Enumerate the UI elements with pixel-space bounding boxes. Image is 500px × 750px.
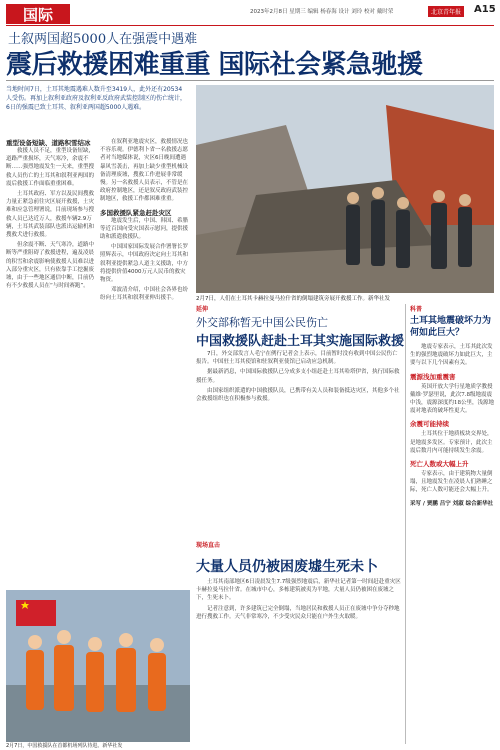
body-paragraph: 在叙利亚地震灾区，救援情况也不容乐观。伊德利卜省一名救援志愿者对当地媒体说，灾区6日晚间遭遇暴风雪袭击，再加上缺少重型机械设备清理废墟，搜救工作进展非常缓慢。另一名救援人员表示，不管是在政府控制地区，还是叙反政府武装控制地区，救援工作都困难重重。 — [100, 139, 189, 203]
body-paragraph: 土耳其南部地区6日凌晨发生7.7级强烈地震后，新华社记者第一时间赶赴重灾区卡赫拉曼马拉什省。在城市中心，多栋建筑被夷为平地，大量人员仍被困在废墟之下，生死未卜。 — [196, 579, 401, 602]
body-paragraph: 据最新消息，中国国际救援队已分成多支小组赶赴土耳其哈塔伊省，执行国际救援任务。 — [196, 369, 400, 384]
article-title: 大量人员仍被困废墟生死未卜 — [196, 559, 378, 575]
body-paragraph: 中国国家国际发展合作署署长罗照辉表示，中国政府决定向土耳其和叙利亚提供紧急人道主义援助，中方将提供价值4000万元人民币的救灾物资。 — [100, 244, 189, 284]
subhead-equipment: 重型设备短缺、道路积雪结冰 — [6, 139, 91, 147]
article-body — [196, 350, 401, 405]
sidebar-subhead: 死亡人数或大幅上升 — [410, 460, 469, 469]
date-line: 2023年2月8日 星期三 编辑 杨春海 设计 刘玲 校对 戴时荣 — [250, 9, 394, 15]
body-paragraph: 由国家组织派遣的中国救援队员，已携带有关人员和装备抵达灾区，其他多个社会救援组织也在积极参与救援。 — [196, 387, 400, 403]
article-title: 中国救援队赶赴土耳其实施国际救援 — [196, 334, 405, 349]
main-rescue-photo — [196, 85, 494, 293]
body-paragraph: 记者注意到，许多建筑已完全倒塌，当地居民和救援人员正在废墟中争分夺秒地进行搜救工作。天气非常寒冷，不少受灾民众只能在户外生火取暖。 — [196, 605, 400, 620]
sidebar-title: 土耳其地震破坏力为何如此巨大？ — [410, 316, 492, 338]
page-number: A15 — [474, 4, 496, 15]
edition-tag: 北京青年报 — [428, 6, 464, 17]
article-flag: 现场直击 — [196, 542, 221, 549]
rescue-team-photo — [6, 590, 190, 742]
sidebar-flag: 科普 — [410, 306, 423, 313]
sidebar-subhead: 余震可能持续 — [410, 420, 449, 429]
sidebar-column — [410, 304, 494, 507]
left-photo-caption: 2月7日，中国救援队在首都机场列队待进。新华社发 — [6, 743, 123, 749]
left-column-a — [6, 138, 98, 292]
left-column-b — [100, 138, 190, 305]
headline-rule — [6, 80, 494, 81]
column-divider — [405, 304, 406, 744]
article-kicker: 外交部称暂无中国公民伤亡 — [196, 316, 328, 329]
headline-kicker: 土叙两国超5000人在强震中遇难 — [8, 32, 198, 47]
lead-paragraph: 当地时间7日，土耳其地震遇难人数升至3419人，此外还有20534人受伤。再加上叙利亚政府及叙利亚反政府武装控制区的伤亡统计，6日的强震已致土耳其、叙利亚两国超5000人遇难。 — [6, 86, 187, 111]
body-paragraph: 邓波清介绍，中国社会各界也纷纷向土耳其和叙利亚伸出援手。 — [100, 287, 189, 302]
article-flag: 延伸 — [196, 306, 209, 313]
section-tag: 国际 — [6, 4, 70, 24]
sidebar-paragraph: 地震专家表示，土耳其此次发生的强烈地震破坏力如此巨大，主要与以下几个因素有关。 — [410, 344, 493, 367]
subhead-teams: 多国救援队紧急赶赴灾区 — [100, 208, 172, 217]
byline: 采写 / 贾鹏 吕宁 刘淑 综合新华社 — [410, 500, 494, 507]
header-rule — [6, 25, 494, 26]
body-paragraph: 土耳其政府、军方以及民间搜救力量正紧急前往灾区展开救援，土灾难和应急管理署说，目前现场参与搜救人员已达近万人，救援车辆2.9万辆，土耳其武装部队也派出运输机和搜救犬进行救援。 — [6, 191, 95, 239]
main-photo-caption: 2月7日，人们在土耳其卡赫拉曼马拉什省的倒塌建筑旁展开救援工作。新华社发 — [196, 296, 391, 302]
page-headline: 震后救援困难重重 国际社会紧急驰援 — [6, 50, 423, 80]
sidebar-subhead: 震源浅加重震害 — [410, 372, 456, 381]
article-body — [196, 578, 401, 623]
body-paragraph: 地震发生后，中国、韩国、希腊等近百国向受灾国表示慰问，提供援助和派遣救援队。 — [100, 217, 189, 241]
sidebar-paragraph: 土耳其位于地质板块交界处，是地震多发区。专家预计，此次主震后数月内可能持续发生余震。 — [410, 431, 493, 454]
sidebar-paragraph: 英国开放大学行星地质学教授戴维·罗瑟里说，此次7.8级地震震中浅，震源深度约18公里，浅源地震对地表的破坏性更大。 — [410, 383, 494, 415]
body-paragraph: 救援人员不足，重型设备短缺，道路严重损坏，天气寒冷，余震不断……强烈地震发生一天来，重型搜救人员伤亡的土耳其和叙利亚两国的震后救援工作面临重重困难。 — [6, 148, 95, 187]
sidebar-paragraph: 专家表示，由于建筑物大量倒塌，且地震发生在凌晨人们熟睡之际，死亡人数可能还会大幅上升。 — [410, 471, 493, 494]
body-paragraph: 但余震不断、天气寒冷，道路中断等严重阻碍了救援进程，遍及凌晨的积雪和余震影响使救援人员难以进入部分重灾区，只有依靠手工挖掘废墟，由于一些地区通信中断，目前仍有不少救援人员在“与时间赛跑”。 — [6, 242, 95, 290]
body-paragraph: 7日，外交部发言人毛宁在例行记者会上表示，目前暂时没有收到中国公民伤亡报告。中国驻土耳其使馆和驻叙利亚使馆已启动应急机制。 — [196, 351, 398, 366]
